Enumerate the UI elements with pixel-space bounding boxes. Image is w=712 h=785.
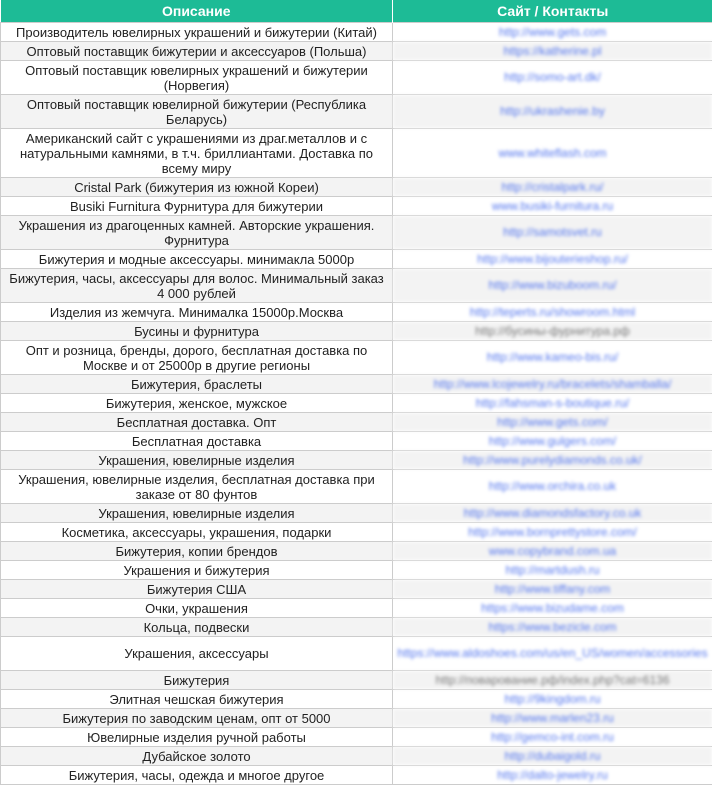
table-row — [1, 599, 712, 618]
table-row — [1, 61, 712, 95]
description-cell: Украшения, ювелирные изделия — [1, 451, 393, 470]
table-row — [1, 413, 712, 432]
description-cell: Бижутерия и модные аксессуары. минимакла 5000р — [1, 250, 393, 269]
site-link[interactable]: http://www.gets.com — [393, 23, 712, 42]
site-link[interactable]: http://www.purelydiamonds.co.uk/ — [393, 451, 712, 470]
table-row — [1, 637, 712, 671]
description-cell: Очки, украшения — [1, 599, 393, 618]
site-link[interactable]: https://www.bezicle.com — [393, 618, 712, 637]
description-cell: Американский сайт с украшениями из драг.металлов и с натуральными камнями, в т.ч. бриллиантами. Доставка по всему миру — [1, 129, 393, 178]
description-cell: Украшения, аксессуары — [1, 637, 393, 671]
column-header-site: Сайт / Контакты — [393, 0, 712, 23]
site-link[interactable]: http://www.bizuboom.ru/ — [393, 269, 712, 303]
description-cell: Опт и розница, бренды, дорого, бесплатная доставка по Москве и от 25000р в другие регионы — [1, 341, 393, 375]
table-row — [1, 394, 712, 413]
site-link[interactable]: http://gemco-int.com.ru — [393, 728, 712, 747]
site-link[interactable]: http://www.gets.com/ — [393, 413, 712, 432]
description-cell: Оптовый поставщик ювелирной бижутерии (Республика Беларусь) — [1, 95, 393, 129]
site-link[interactable]: https://www.bizudame.com — [393, 599, 712, 618]
table-row — [1, 216, 712, 250]
site-link[interactable]: www.whiteflash.com — [393, 129, 712, 178]
site-link[interactable]: http://somo-art.dk/ — [393, 61, 712, 95]
site-link[interactable]: http://teperts.ru/showroom.html — [393, 303, 712, 322]
table-row — [1, 250, 712, 269]
description-cell: Украшения и бижутерия — [1, 561, 393, 580]
site-link[interactable]: www.copybrand.com.ua — [393, 542, 712, 561]
description-cell: Производитель ювелирных украшений и бижутерии (Китай) — [1, 23, 393, 42]
table-row — [1, 341, 712, 375]
description-cell: Cristal Park (бижутерия из южной Кореи) — [1, 178, 393, 197]
table-row — [1, 504, 712, 523]
table-row — [1, 269, 712, 303]
site-link[interactable]: http://www.gulgers.com/ — [393, 432, 712, 451]
description-cell: Косметика, аксессуары, украшения, подарки — [1, 523, 393, 542]
table-row — [1, 523, 712, 542]
site-link[interactable]: http://www.tiffany.com — [393, 580, 712, 599]
site-link[interactable]: http://поварование.рф/index.php?cat=6136 — [393, 671, 712, 690]
table-row — [1, 375, 712, 394]
description-cell: Бижутерия, женское, мужское — [1, 394, 393, 413]
description-cell: Бижутерия США — [1, 580, 393, 599]
site-link[interactable]: http://martdush.ru — [393, 561, 712, 580]
site-link[interactable]: http://бусины-фурнитура.рф — [393, 322, 712, 341]
table-row — [1, 747, 712, 766]
description-cell: Ювелирные изделия ручной работы — [1, 728, 393, 747]
description-cell: Бесплатная доставка. Опт — [1, 413, 393, 432]
table-row — [1, 690, 712, 709]
column-header-description: Описание — [1, 0, 393, 23]
description-cell: Оптовый поставщик ювелирных украшений и бижутерии (Норвегия) — [1, 61, 393, 95]
site-link[interactable]: http://www.kameo-bis.ru/ — [393, 341, 712, 375]
description-cell: Дубайское золото — [1, 747, 393, 766]
description-cell: Изделия из жемчуга. Минималка 15000р.Москва — [1, 303, 393, 322]
site-link[interactable]: http://www.lcojewelry.ru/bracelets/shamballa/ — [393, 375, 712, 394]
description-cell: Бижутерия, часы, аксессуары для волос. Минимальный заказ 4 000 рублей — [1, 269, 393, 303]
description-cell: Бижутерия, копии брендов — [1, 542, 393, 561]
site-link[interactable]: http://cristalpark.ru/ — [393, 178, 712, 197]
description-cell: Украшения из драгоценных камней. Авторские украшения. Фурнитура — [1, 216, 393, 250]
table-row — [1, 709, 712, 728]
site-link[interactable]: https://katherine.pl — [393, 42, 712, 61]
table-row — [1, 542, 712, 561]
table-row — [1, 618, 712, 637]
description-cell: Украшения, ювелирные изделия — [1, 504, 393, 523]
site-link[interactable]: www.busiki-furnitura.ru — [393, 197, 712, 216]
site-link[interactable]: http://dalto-jewelry.ru — [393, 766, 712, 785]
site-link[interactable]: http://9kingdom.ru — [393, 690, 712, 709]
table-row — [1, 23, 712, 42]
table-row — [1, 728, 712, 747]
table-row — [1, 580, 712, 599]
site-link[interactable]: http://dubaigold.ru — [393, 747, 712, 766]
site-link[interactable]: https://www.aldoshoes.com/us/en_US/women/accessories — [393, 637, 712, 671]
description-cell: Элитная чешская бижутерия — [1, 690, 393, 709]
table-row — [1, 671, 712, 690]
table-row — [1, 766, 712, 785]
description-cell: Оптовый поставщик бижутерии и аксессуаров (Польша) — [1, 42, 393, 61]
table-row — [1, 42, 712, 61]
description-cell: Busiki Furnitura Фурнитура для бижутерии — [1, 197, 393, 216]
description-cell: Бусины и фурнитура — [1, 322, 393, 341]
table-row — [1, 303, 712, 322]
table-row — [1, 561, 712, 580]
table-row — [1, 322, 712, 341]
site-link[interactable]: http://ukrashenie.by — [393, 95, 712, 129]
site-link[interactable]: http://www.diamondsfactory.co.uk — [393, 504, 712, 523]
description-cell: Бижутерия по заводским ценам, опт от 5000 — [1, 709, 393, 728]
table-row — [1, 197, 712, 216]
table-row — [1, 178, 712, 197]
description-cell: Бижутерия — [1, 671, 393, 690]
site-link[interactable]: http://www.bornprettystore.com/ — [393, 523, 712, 542]
site-link[interactable]: http://www.marlen23.ru — [393, 709, 712, 728]
description-cell: Украшения, ювелирные изделия, бесплатная доставка при заказе от 80 фунтов — [1, 470, 393, 504]
site-link[interactable]: http://www.orchira.co.uk — [393, 470, 712, 504]
description-cell: Бесплатная доставка — [1, 432, 393, 451]
description-cell: Бижутерия, браслеты — [1, 375, 393, 394]
table-row — [1, 451, 712, 470]
header-row — [1, 0, 712, 23]
site-link[interactable]: http://fahsman-s-boutique.ru/ — [393, 394, 712, 413]
table-row — [1, 470, 712, 504]
description-cell: Бижутерия, часы, одежда и многое другое — [1, 766, 393, 785]
site-link[interactable]: http://samotsvet.ru — [393, 216, 712, 250]
table-row — [1, 432, 712, 451]
site-link[interactable]: http://www.bijouterieshop.ru/ — [393, 250, 712, 269]
table-row — [1, 129, 712, 178]
table-row — [1, 95, 712, 129]
description-cell: Кольца, подвески — [1, 618, 393, 637]
